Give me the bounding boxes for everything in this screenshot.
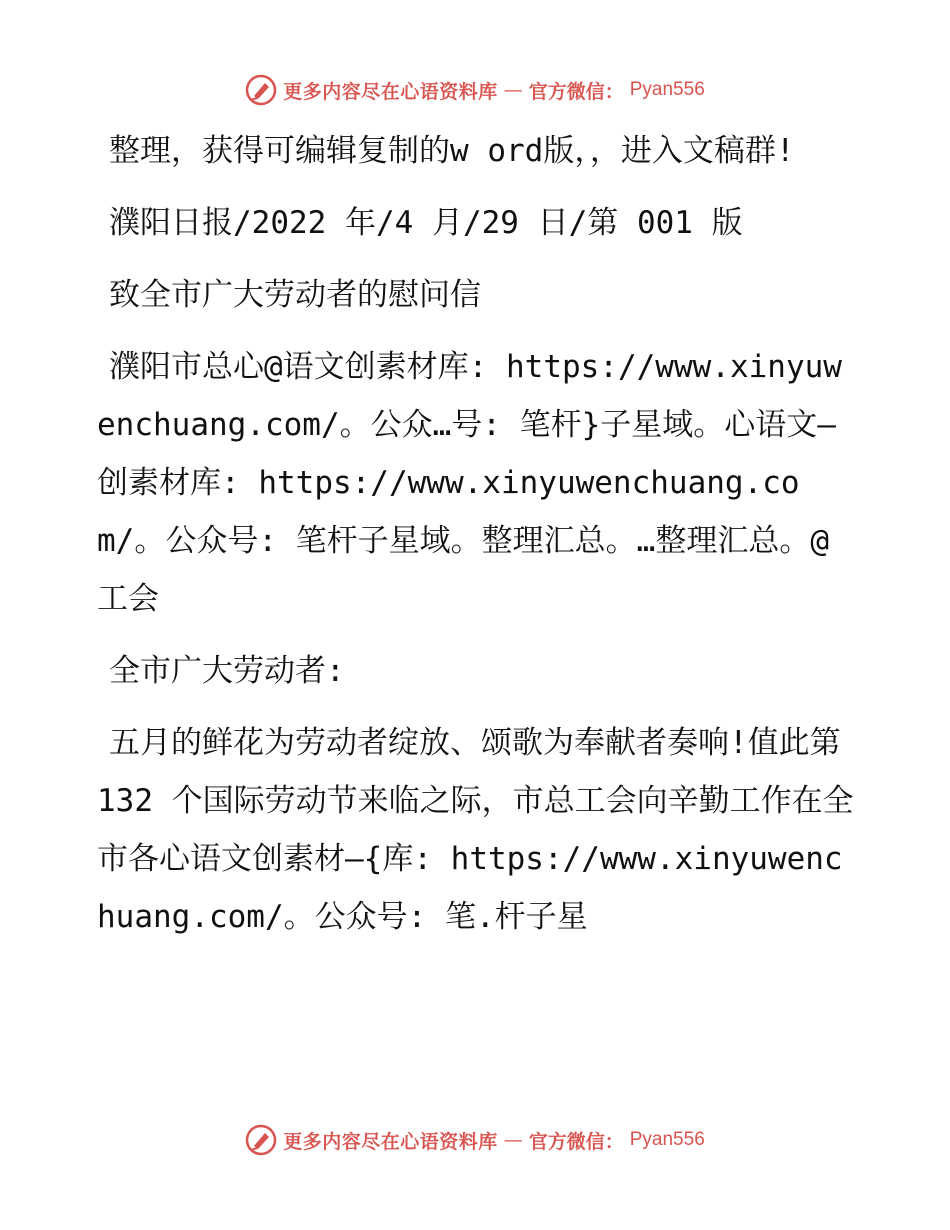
header-watermark-banner — [0, 72, 950, 108]
paragraph-intro: 整理，获得可编辑复制的w ord版，，进入文稿群! — [109, 133, 795, 169]
footer-watermark-banner — [0, 1122, 950, 1158]
paragraph-body: 五月的鲜花为劳动者绽放、颂歌为奉献者奏响!值此第 132 个国际劳动节来临之际，市总工会向辛勤工作在全市各心语文创素材—{库: https://www.xinyuwenchuang.com/。公众号: 笔.杆子星 — [97, 725, 854, 935]
document-body — [97, 122, 857, 960]
banner-dash: — — [503, 79, 523, 101]
banner-dash: — — [503, 1129, 523, 1151]
paragraph-salutation: 全市广大劳动者: — [109, 653, 345, 689]
paragraph-sender: 濮阳市总心@语文创素材库: https://www.xinyuwenchuang.com/。公众…号: 笔杆}子星域。心语文—创素材库: https://www.xinyuwenchuang.com/。公众号: 笔杆子星域。整理汇总。…整理汇总。@工会 — [97, 349, 842, 617]
banner-wechat-id: Pyan556 — [629, 1129, 705, 1150]
banner-wechat-id: Pyan556 — [629, 79, 705, 100]
banner-official-label: 官方微信： — [528, 1130, 624, 1153]
paragraph-source: 濮阳日报/2022 年/4 月/29 日/第 001 版 — [109, 205, 743, 241]
pen-logo-icon — [245, 74, 277, 106]
banner-official-label: 官方微信： — [528, 80, 624, 103]
banner-main-text: 更多内容尽在心语资料库 — [283, 1130, 498, 1153]
banner-main-text: 更多内容尽在心语资料库 — [283, 80, 498, 103]
paragraph-title: 致全市广大劳动者的慰问信 — [109, 277, 481, 313]
pen-logo-icon — [245, 1124, 277, 1156]
